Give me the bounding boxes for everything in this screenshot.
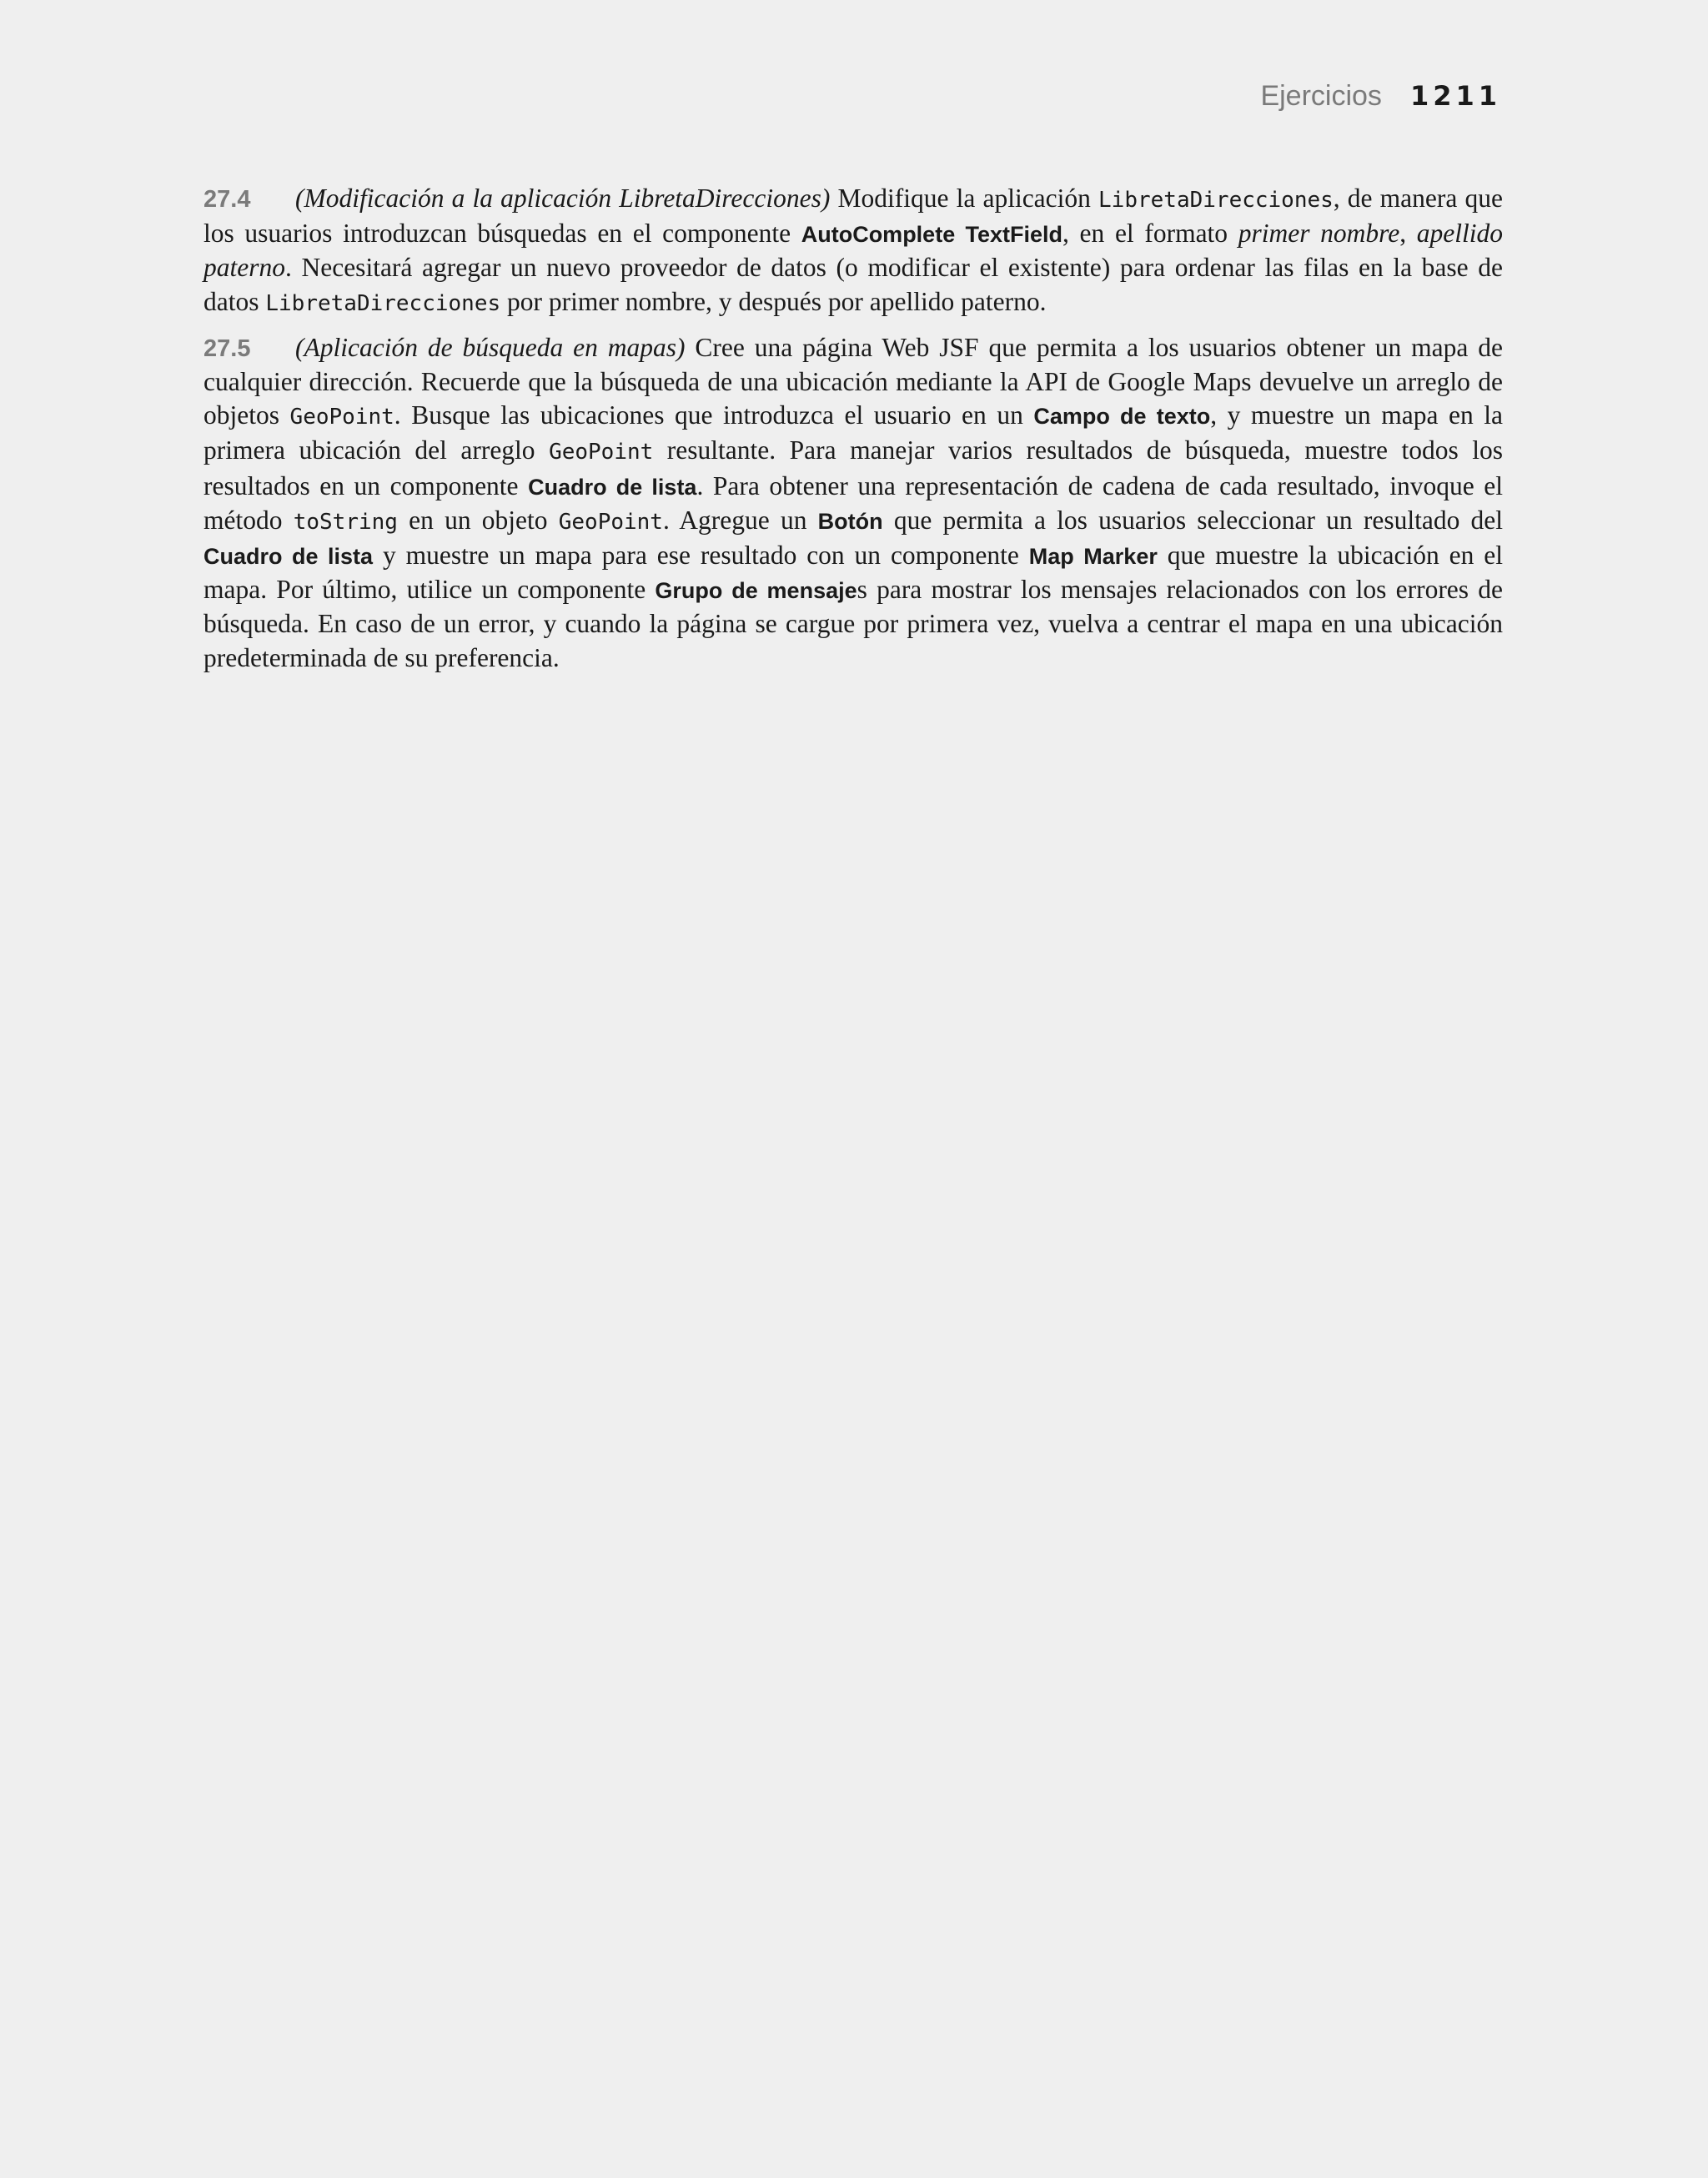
running-head [1260,80,1501,113]
exercise-number: 27.4 [203,186,251,213]
code-term: GeoPoint [558,509,663,535]
exercise-text: . Para obtener una representación de cadena de cada resultado, invoque el método [203,470,1503,535]
exercise-text: y muestre un mapa para ese resultado con un componente [373,541,1029,571]
ui-component-term: Grupo de mensaje [655,578,857,604]
exercise-title: (Aplicación de búsqueda en mapas) [295,332,686,362]
exercise-text: que permita a los usuarios seleccionar un resultado del [882,505,1504,535]
exercise-text: en un objeto [397,505,559,535]
exercise-text: Modifique la aplicación [830,184,1099,213]
ui-component-term: Map Marker [1028,544,1158,570]
code-term: LibretaDirecciones [265,290,501,316]
italic-term: apellido paterno [203,219,1503,283]
exercise-title: (Modificación a la aplicación LibretaDirecciones) [295,184,831,213]
ui-component-term: AutoComplete TextField [801,222,1063,248]
section-title: Ejercicios [1260,80,1382,112]
exercise-text: , de manera que los usuarios introduzcan búsquedas en el componente [203,184,1503,249]
ui-component-term: Botón [817,508,883,534]
exercise-text: s para mostrar los mensajes relacionados con los errores de búsqueda. En caso de un error, y cuando la página se cargue por primera vez, vuelva a centrar el mapa en una ubicación predeterminada de su preferencia. [203,575,1503,672]
exercise-list [203,182,1503,686]
exercise-text: que muestre la ubicación en el mapa. Por último, utilice un componente [203,541,1504,605]
ui-component-term: Cuadro de lista [203,544,374,570]
exercise-text: resultante. Para manejar varios resultados de búsqueda, muestre todos los resultados en un componente [203,435,1503,500]
code-term: LibretaDirecciones [1098,188,1334,213]
exercise-text: por primer nombre, y después por apellido paterno. [500,286,1047,316]
code-term: GeoPoint [549,440,654,465]
code-term: GeoPoint [289,405,394,430]
italic-term: primer nombre [1238,219,1400,249]
code-term: toString [293,509,398,535]
exercise-27-5 [203,331,1503,675]
exercise-text: , [1399,219,1417,249]
page-number: 1211 [1409,80,1501,112]
exercise-text: , y muestre un mapa en la primera ubicación del arreglo [203,400,1503,465]
ui-component-term: Cuadro de lista [528,474,697,500]
exercise-text: , en el formato [1062,219,1238,249]
exercise-text: . Busque las ubicaciones que introduzca el usuario en un [394,400,1034,430]
ui-component-term: Campo de texto [1033,404,1211,430]
exercise-text: Cree una página Web JSF que permita a los usuarios obtener un mapa de cualquier dirección. Recuerde que la búsqueda de una ubicación mediante la API de Google Maps devuelve un arreglo de objetos [203,332,1503,430]
exercise-text: . Necesitará agregar un nuevo proveedor de datos (o modificar el existente) para ordenar las filas en la base de datos [203,253,1503,316]
exercise-number: 27.5 [203,334,251,362]
exercise-27-4 [203,182,1503,320]
exercise-text: . Agregue un [662,505,818,535]
